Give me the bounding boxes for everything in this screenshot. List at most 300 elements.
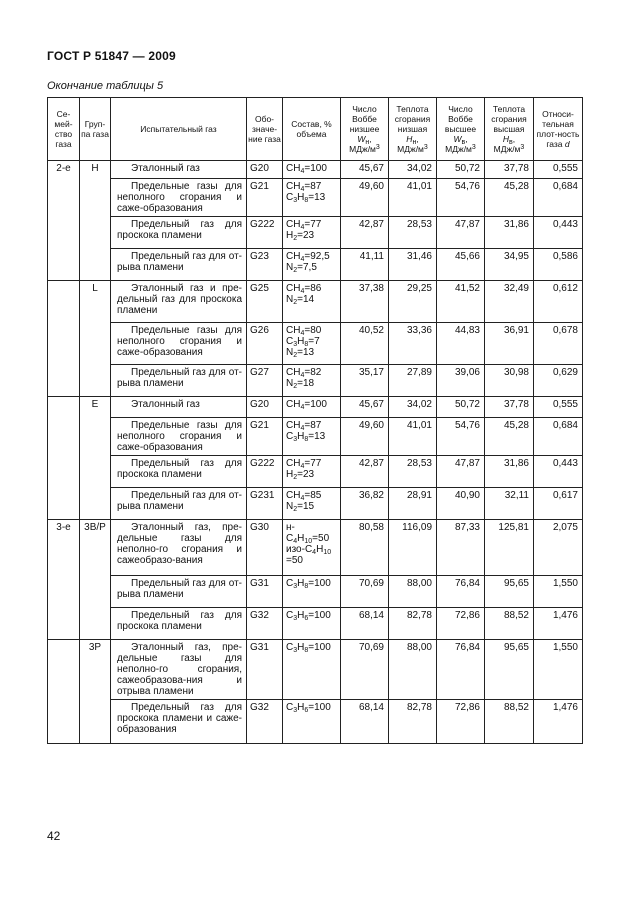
subscript: 3 — [293, 647, 298, 654]
value-cell-d: 1,550 — [534, 576, 583, 608]
formula-part: изо-C — [286, 544, 313, 555]
composition-cell — [283, 249, 341, 281]
family-cell — [48, 608, 80, 640]
formula-part: =23 — [297, 469, 315, 480]
composition-cell — [283, 418, 341, 456]
value-cell-hl: 28,91 — [389, 488, 437, 520]
composition-line — [286, 163, 339, 174]
composition-line — [286, 399, 339, 410]
subscript: 3 — [293, 583, 298, 590]
subscript: 2 — [293, 474, 298, 481]
formula-part: CH — [286, 399, 301, 410]
value-cell-wl: 37,38 — [341, 281, 389, 323]
value-cell-hl: 27,89 — [389, 365, 437, 397]
subscript: 10 — [323, 549, 332, 556]
subscript: 4 — [300, 256, 305, 263]
composition-line — [286, 555, 339, 566]
subscript: 10 — [304, 538, 313, 545]
formula-part: CH — [286, 458, 301, 469]
value-cell-wl: 68,14 — [341, 700, 389, 744]
table-row — [48, 249, 583, 281]
group-cell: L — [80, 281, 111, 323]
family-cell — [48, 179, 80, 217]
designation-cell: G23 — [247, 249, 283, 281]
test-gas-cell: Предельный газ для проскока пламени — [111, 217, 247, 249]
table-row — [48, 488, 583, 520]
composition-cell — [283, 281, 341, 323]
value-cell-hh: 88,52 — [485, 700, 534, 744]
formula-part: C — [286, 431, 294, 442]
formula-part: C — [286, 578, 294, 589]
table-row — [48, 700, 583, 744]
formula-part: C — [286, 610, 294, 621]
table-row — [48, 281, 583, 323]
formula-part: C — [286, 642, 294, 653]
composition-cell — [283, 179, 341, 217]
subscript: 6 — [304, 707, 309, 714]
table-row — [48, 418, 583, 456]
value-cell-hh: 45,28 — [485, 418, 534, 456]
formula-part: N — [286, 294, 294, 305]
value-cell-wl: 40,52 — [341, 323, 389, 365]
group-cell: 3B/P — [80, 520, 111, 576]
designation-cell: G21 — [247, 418, 283, 456]
group-cell — [80, 179, 111, 217]
group-cell — [80, 576, 111, 608]
composition-line — [286, 367, 339, 378]
formula-part: =7,5 — [297, 262, 317, 273]
subscript: 4 — [300, 330, 305, 337]
designation-cell: G30 — [247, 520, 283, 576]
value-cell-wl: 35,17 — [341, 365, 389, 397]
family-cell — [48, 365, 80, 397]
subscript: 8 — [304, 436, 309, 443]
formula-part: CH — [286, 283, 301, 294]
composition-line — [286, 181, 339, 192]
header-family: Се-мей-ство газа — [48, 98, 80, 161]
test-gas-cell: Предельный газ для проскока пламени — [111, 456, 247, 488]
value-cell-d: 0,629 — [534, 365, 583, 397]
value-cell-wl: 45,67 — [341, 161, 389, 179]
value-cell-wh: 41,52 — [437, 281, 485, 323]
family-cell — [48, 418, 80, 456]
value-cell-hh: 31,86 — [485, 456, 534, 488]
value-cell-d: 2,075 — [534, 520, 583, 576]
value-cell-wh: 72,86 — [437, 608, 485, 640]
composition-line — [286, 336, 339, 347]
value-cell-wh: 72,86 — [437, 700, 485, 744]
value-cell-hl: 41,01 — [389, 179, 437, 217]
group-cell — [80, 700, 111, 744]
value-cell-hh: 95,65 — [485, 640, 534, 700]
subscript: 4 — [300, 224, 305, 231]
formula-part: C — [286, 533, 294, 544]
group-cell — [80, 323, 111, 365]
formula-part: C — [286, 702, 294, 713]
value-cell-wl: 70,69 — [341, 640, 389, 700]
table-row — [48, 520, 583, 576]
composition-line — [286, 219, 339, 230]
value-cell-hl: 31,46 — [389, 249, 437, 281]
table-row — [48, 640, 583, 700]
table-continuation-caption: Окончание таблицы 5 — [47, 80, 164, 92]
formula-part: =14 — [297, 294, 315, 305]
value-cell-hh: 45,28 — [485, 179, 534, 217]
test-gas-cell: Предельные газы для неполного сгорания и саже-образования — [111, 179, 247, 217]
composition-cell — [283, 608, 341, 640]
formula-part: CH — [286, 251, 301, 262]
subscript: 2 — [293, 506, 298, 513]
subscript: 2 — [293, 267, 298, 274]
subscript: 4 — [300, 404, 305, 411]
value-cell-d: 0,684 — [534, 418, 583, 456]
formula-part: CH — [286, 490, 301, 501]
value-cell-wh: 87,33 — [437, 520, 485, 576]
formula-part: H — [297, 702, 305, 713]
formula-part: =100 — [304, 163, 327, 174]
composition-line — [286, 578, 339, 589]
formula-part: H — [297, 192, 305, 203]
group-cell — [80, 456, 111, 488]
formula-part: CH — [286, 325, 301, 336]
composition-cell — [283, 488, 341, 520]
composition-line — [286, 490, 339, 501]
table-row — [48, 365, 583, 397]
value-cell-wl: 80,58 — [341, 520, 389, 576]
value-cell-d: 0,443 — [534, 217, 583, 249]
family-cell: 3-е — [48, 520, 80, 576]
test-gas-cell: Предельные газы для неполного сгорания и саже-образования — [111, 418, 247, 456]
formula-part: =13 — [308, 192, 326, 203]
value-cell-hh: 32,49 — [485, 281, 534, 323]
value-cell-wh: 40,90 — [437, 488, 485, 520]
composition-line — [286, 642, 339, 653]
subscript: 2 — [293, 383, 298, 390]
subscript: 2 — [293, 235, 298, 242]
formula-part: =13 — [308, 431, 326, 442]
table-row — [48, 179, 583, 217]
value-cell-wl: 45,67 — [341, 397, 389, 418]
value-cell-d: 0,555 — [534, 397, 583, 418]
formula-part: =13 — [297, 347, 315, 358]
subscript: 2 — [293, 352, 298, 359]
composition-line — [286, 294, 339, 305]
group-cell — [80, 217, 111, 249]
header-wobbe-low: Число Воббе низшее $W_н$, МДж/$м^3$ — [341, 98, 389, 161]
subscript: 3 — [293, 707, 298, 714]
formula-part: =92,5 — [304, 251, 330, 262]
formula-part: =77 — [304, 458, 322, 469]
family-cell: 2-е — [48, 161, 80, 179]
formula-part: H — [297, 610, 305, 621]
formula-part: H — [297, 578, 305, 589]
formula-part: =7 — [308, 336, 320, 347]
subscript: 3 — [293, 341, 298, 348]
header-designation: Обо-значе-ние газа — [247, 98, 283, 161]
formula-part: =87 — [304, 420, 322, 431]
composition-line — [286, 283, 339, 294]
subscript: 2 — [293, 299, 298, 306]
subscript: 4 — [300, 168, 305, 175]
formula-part: CH — [286, 420, 301, 431]
composition-cell — [283, 640, 341, 700]
value-cell-wh: 50,72 — [437, 161, 485, 179]
family-cell — [48, 700, 80, 744]
formula-part: H — [297, 642, 305, 653]
value-cell-wh: 39,06 — [437, 365, 485, 397]
header-group: Груп-па газа — [80, 98, 111, 161]
composition-line — [286, 347, 339, 358]
value-cell-d: 0,617 — [534, 488, 583, 520]
designation-cell: G231 — [247, 488, 283, 520]
composition-cell — [283, 365, 341, 397]
composition-line — [286, 458, 339, 469]
formula-part: C — [286, 192, 294, 203]
composition-line — [286, 610, 339, 621]
formula-part: =100 — [304, 399, 327, 410]
value-cell-hh: 31,86 — [485, 217, 534, 249]
test-gas-cell: Эталонный газ и пре-дельный газ для проскока пламени — [111, 281, 247, 323]
page-number: 42 — [47, 829, 61, 843]
formula-part: =100 — [308, 642, 331, 653]
formula-part: H — [297, 533, 305, 544]
formula-part: H — [316, 544, 324, 555]
group-cell — [80, 608, 111, 640]
formula-part: =82 — [304, 367, 322, 378]
header-heat-high: Теплота сгорания высшая $H_в$, МДж/$м^3$ — [485, 98, 534, 161]
formula-part: =86 — [304, 283, 322, 294]
group-cell: E — [80, 397, 111, 418]
value-cell-hh: 95,65 — [485, 576, 534, 608]
value-cell-d: 0,684 — [534, 179, 583, 217]
header-heat-low: Теплота сгорания низшая $H_н$, МДж/$м^3$ — [389, 98, 437, 161]
family-cell — [48, 397, 80, 418]
value-cell-hl: 82,78 — [389, 608, 437, 640]
value-cell-d: 0,678 — [534, 323, 583, 365]
table-row — [48, 161, 583, 179]
value-cell-d: 1,550 — [534, 640, 583, 700]
value-cell-wh: 47,87 — [437, 456, 485, 488]
formula-part: CH — [286, 181, 301, 192]
value-cell-wl: 68,14 — [341, 608, 389, 640]
header-composition: Состав, % объема — [283, 98, 341, 161]
value-cell-hh: 37,78 — [485, 161, 534, 179]
composition-line — [286, 378, 339, 389]
group-cell: H — [80, 161, 111, 179]
designation-cell: G25 — [247, 281, 283, 323]
value-cell-hl: 88,00 — [389, 576, 437, 608]
test-gas-cell: Предельные газы для неполного сгорания и саже-образования — [111, 323, 247, 365]
formula-part: H — [297, 336, 305, 347]
value-cell-hh: 34,95 — [485, 249, 534, 281]
value-cell-hh: 125,81 — [485, 520, 534, 576]
value-cell-hl: 82,78 — [389, 700, 437, 744]
value-cell-hl: 88,00 — [389, 640, 437, 700]
formula-part: =100 — [308, 702, 331, 713]
value-cell-hl: 28,53 — [389, 456, 437, 488]
value-cell-wh: 54,76 — [437, 418, 485, 456]
value-cell-d: 0,612 — [534, 281, 583, 323]
table-row — [48, 397, 583, 418]
composition-cell — [283, 700, 341, 744]
composition-line — [286, 325, 339, 336]
subscript: 4 — [300, 372, 305, 379]
formula-part: N — [286, 501, 294, 512]
composition-line — [286, 262, 339, 273]
composition-line — [286, 544, 339, 555]
composition-line — [286, 251, 339, 262]
designation-cell: G31 — [247, 640, 283, 700]
group-cell — [80, 488, 111, 520]
composition-line — [286, 702, 339, 713]
formula-part: =100 — [308, 610, 331, 621]
value-cell-d: 0,443 — [534, 456, 583, 488]
value-cell-hl: 41,01 — [389, 418, 437, 456]
composition-line — [286, 501, 339, 512]
value-cell-hh: 32,11 — [485, 488, 534, 520]
subscript: 4 — [300, 463, 305, 470]
value-cell-wh: 45,66 — [437, 249, 485, 281]
value-cell-wl: 42,87 — [341, 217, 389, 249]
formula-part: H — [286, 230, 294, 241]
subscript: 4 — [300, 288, 305, 295]
composition-cell — [283, 397, 341, 418]
subscript: 6 — [304, 615, 309, 622]
value-cell-hl: 28,53 — [389, 217, 437, 249]
subscript: 8 — [304, 341, 309, 348]
formula-part: =87 — [304, 181, 322, 192]
document-title: ГОСТ Р 51847 — 2009 — [47, 49, 176, 63]
designation-cell: G31 — [247, 576, 283, 608]
value-cell-hh: 36,91 — [485, 323, 534, 365]
family-cell — [48, 576, 80, 608]
value-cell-wl: 49,60 — [341, 179, 389, 217]
test-gas-cell: Эталонный газ, пре-дельные газы для неполно-го сгорания, сажеобразова-ния и отрыва пламени — [111, 640, 247, 700]
table-row — [48, 323, 583, 365]
value-cell-wl: 49,60 — [341, 418, 389, 456]
composition-cell — [283, 217, 341, 249]
family-cell — [48, 456, 80, 488]
composition-cell — [283, 161, 341, 179]
formula-part: CH — [286, 219, 301, 230]
subscript: 4 — [300, 186, 305, 193]
table-row — [48, 456, 583, 488]
family-cell — [48, 488, 80, 520]
test-gas-cell: Предельный газ для от-рыва пламени — [111, 249, 247, 281]
composition-cell — [283, 520, 341, 576]
value-cell-wh: 54,76 — [437, 179, 485, 217]
formula-part: N — [286, 262, 294, 273]
formula-part: CH — [286, 367, 301, 378]
table-row — [48, 608, 583, 640]
composition-cell — [283, 576, 341, 608]
composition-line — [286, 431, 339, 442]
value-cell-wh: 44,83 — [437, 323, 485, 365]
designation-cell: G222 — [247, 217, 283, 249]
formula-part: H — [286, 469, 294, 480]
group-cell — [80, 418, 111, 456]
composition-line — [286, 230, 339, 241]
designation-cell: G20 — [247, 161, 283, 179]
formula-part: =23 — [297, 230, 315, 241]
subscript: 3 — [293, 436, 298, 443]
designation-cell: G27 — [247, 365, 283, 397]
header-density: Относи-тельная плот-ность газа d — [534, 98, 583, 161]
header-wobbe-high: Число Воббе высшее $W_в$, МДж/$м^3$ — [437, 98, 485, 161]
value-cell-d: 0,586 — [534, 249, 583, 281]
test-gas-cell: Эталонный газ — [111, 161, 247, 179]
value-cell-hl: 34,02 — [389, 397, 437, 418]
group-cell — [80, 249, 111, 281]
value-cell-d: 0,555 — [534, 161, 583, 179]
formula-part: =100 — [308, 578, 331, 589]
value-cell-wh: 76,84 — [437, 576, 485, 608]
designation-cell: G26 — [247, 323, 283, 365]
subscript: 8 — [304, 647, 309, 654]
test-gas-cell: Предельный газ для от-рыва пламени — [111, 365, 247, 397]
composition-line — [286, 192, 339, 203]
value-cell-hl: 29,25 — [389, 281, 437, 323]
test-gas-cell: Предельный газ для от-рыва пламени — [111, 488, 247, 520]
subscript: 4 — [312, 549, 317, 556]
value-cell-wl: 42,87 — [341, 456, 389, 488]
test-gas-cell: Предельный газ для от-рыва пламени — [111, 576, 247, 608]
group-cell: 3P — [80, 640, 111, 700]
test-gas-cell: Предельный газ для проскока пламени и саже-образования — [111, 700, 247, 744]
family-cell — [48, 640, 80, 700]
family-cell — [48, 323, 80, 365]
subscript: 8 — [304, 197, 309, 204]
formula-part: N — [286, 378, 294, 389]
value-cell-hh: 30,98 — [485, 365, 534, 397]
table-row — [48, 576, 583, 608]
formula-part: =80 — [304, 325, 322, 336]
family-cell — [48, 217, 80, 249]
subscript: 4 — [293, 538, 298, 545]
table-header-row — [48, 98, 583, 161]
composition-line — [286, 522, 339, 533]
formula-part: =77 — [304, 219, 322, 230]
value-cell-hl: 116,09 — [389, 520, 437, 576]
formula-part: H — [297, 431, 305, 442]
value-cell-wl: 70,69 — [341, 576, 389, 608]
formula-part: CH — [286, 163, 301, 174]
designation-cell: G222 — [247, 456, 283, 488]
composition-cell — [283, 456, 341, 488]
value-cell-hl: 34,02 — [389, 161, 437, 179]
subscript: 8 — [304, 583, 309, 590]
value-cell-wh: 50,72 — [437, 397, 485, 418]
value-cell-wl: 36,82 — [341, 488, 389, 520]
value-cell-wh: 76,84 — [437, 640, 485, 700]
designation-cell: G32 — [247, 608, 283, 640]
formula-part: =15 — [297, 501, 315, 512]
gas-table — [47, 97, 583, 744]
composition-line — [286, 533, 339, 544]
formula-part: =85 — [304, 490, 322, 501]
test-gas-cell: Предельный газ для проскока пламени — [111, 608, 247, 640]
header-test-gas: Испытательный газ — [111, 98, 247, 161]
formula-part: C — [286, 336, 294, 347]
designation-cell: G32 — [247, 700, 283, 744]
value-cell-hh: 88,52 — [485, 608, 534, 640]
value-cell-d: 1,476 — [534, 608, 583, 640]
subscript: 3 — [293, 197, 298, 204]
formula-part: н- — [286, 522, 295, 533]
table-body — [48, 161, 583, 744]
formula-part: =18 — [297, 378, 315, 389]
table-row — [48, 217, 583, 249]
